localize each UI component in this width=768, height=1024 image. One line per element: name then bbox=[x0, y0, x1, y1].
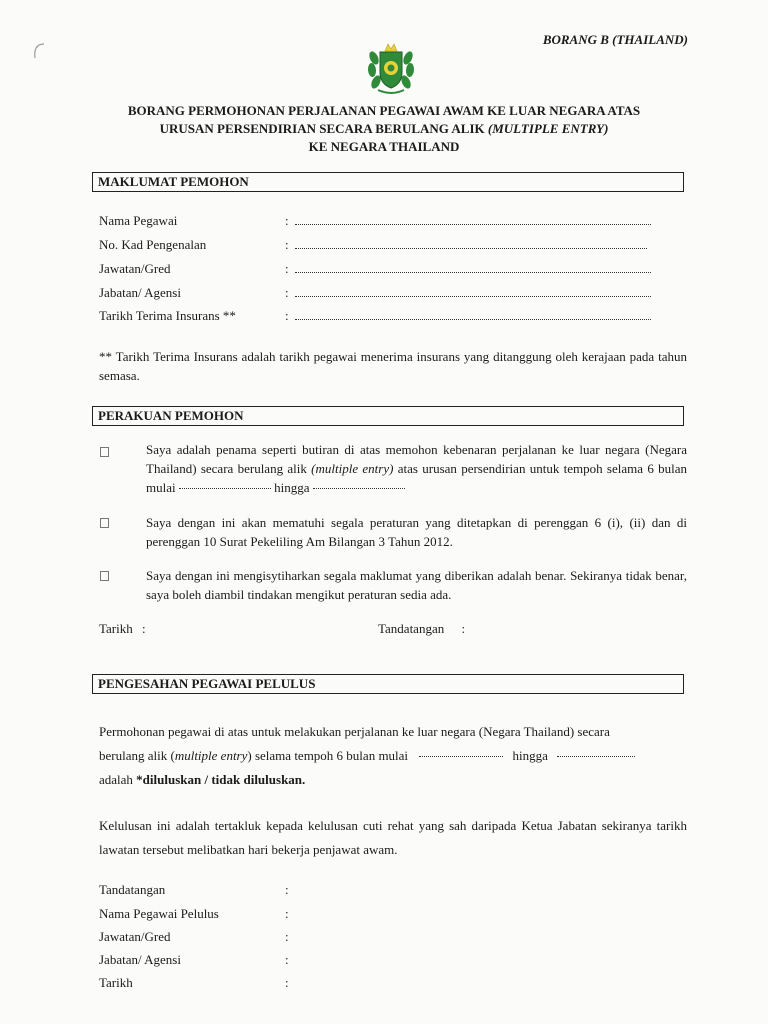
field-label: Tandatangan bbox=[99, 882, 166, 897]
insurance-note: ** Tarikh Terima Insurans adalah tarikh pegawai menerima insurans yang ditanggung oleh kerajaan pada tahun semasa. bbox=[99, 349, 687, 383]
applicant-date-colon: : bbox=[142, 621, 146, 636]
corner-mark bbox=[32, 42, 46, 60]
field-label: Tarikh Terima Insurans ** bbox=[99, 308, 236, 323]
section-heading-pengesahan-pegawai-pelulus: PENGESAHAN PEGAWAI PELULUS bbox=[92, 674, 684, 694]
field-label: Jabatan/ Agensi bbox=[99, 285, 181, 300]
approval-line-2-mid: ) selama tempoh 6 bulan mulai bbox=[247, 748, 409, 763]
title-line-2 bbox=[80, 120, 688, 138]
declaration-1-tail: atas urusan persendirian untuk tempoh selama 6 bulan mulai bbox=[146, 461, 687, 495]
applicant-signature-colon: : bbox=[461, 621, 466, 636]
declaration-1-text: Saya adalah penama seperti butiran di atas memohon kebenaran perjalanan ke luar negara (Negara Thailand) secara berulang alik bbox=[146, 442, 687, 476]
field-colon: : bbox=[285, 308, 289, 323]
approval-line-2 bbox=[99, 744, 687, 768]
field-colon: : bbox=[285, 285, 289, 300]
field-colon: : bbox=[285, 906, 289, 921]
field-colon: : bbox=[285, 929, 289, 944]
field-label: No. Kad Pengenalan bbox=[99, 237, 207, 252]
approval-hingga: hingga bbox=[512, 748, 548, 763]
title-line-2-italic: (MULTIPLE ENTRY) bbox=[487, 121, 609, 136]
approval-line-1: Permohonan pegawai di atas untuk melakukan perjalanan ke luar negara (Negara Thailand) secara bbox=[99, 724, 610, 739]
field-colon: : bbox=[285, 261, 289, 276]
field-label: Jabatan/ Agensi bbox=[99, 952, 181, 967]
government-crest-logo bbox=[366, 38, 416, 96]
fill-in-line[interactable] bbox=[295, 319, 651, 320]
approval-start-date-fill-line[interactable] bbox=[419, 756, 503, 757]
form-title bbox=[80, 102, 688, 156]
applicant-signature-row bbox=[378, 621, 465, 637]
section-heading-maklumat-pemohon: MAKLUMAT PEMOHON bbox=[92, 172, 684, 192]
title-line-2-text: URUSAN PERSENDIRIAN SECARA BERULANG ALIK bbox=[159, 121, 488, 136]
fill-in-line[interactable] bbox=[295, 224, 651, 225]
field-label: Nama Pegawai Pelulus bbox=[99, 906, 219, 921]
approval-line-3 bbox=[99, 768, 687, 792]
leave-condition-paragraph: Kelulusan ini adalah tertakluk kepada kelulusan cuti rehat yang sah daripada Ketua Jabatan sekiranya tarikh lawatan tersebut melibatkan hari bekerja penjawat awam. bbox=[99, 818, 687, 857]
field-colon: : bbox=[285, 237, 289, 252]
declaration-checkbox-2[interactable] bbox=[100, 518, 109, 528]
start-date-fill-line[interactable] bbox=[179, 488, 271, 489]
approval-line-2-italic: multiple entry bbox=[174, 748, 248, 763]
field-label: Nama Pegawai bbox=[99, 213, 178, 228]
field-colon: : bbox=[285, 882, 289, 897]
approval-line-2-prefix: berulang alik ( bbox=[99, 748, 175, 763]
title-line-3: KE NEGARA THAILAND bbox=[308, 139, 460, 154]
declaration-1-hingga: hingga bbox=[274, 480, 310, 495]
approval-paragraph bbox=[99, 720, 687, 792]
field-colon: : bbox=[285, 952, 289, 967]
approval-status-options: *diluluskan / tidak diluluskan. bbox=[136, 772, 306, 787]
applicant-signature-label: Tandatangan bbox=[378, 621, 445, 636]
fill-in-line[interactable] bbox=[295, 272, 651, 273]
section-heading-perakuan-pemohon: PERAKUAN PEMOHON bbox=[92, 406, 684, 426]
field-label: Jawatan/Gred bbox=[99, 261, 171, 276]
declaration-item-1 bbox=[146, 440, 687, 497]
fill-in-line[interactable] bbox=[295, 296, 651, 297]
declaration-item-3: Saya dengan ini mengisytiharkan segala maklumat yang diberikan adalah benar. Sekiranya tidak benar, saya boleh diambil tindakan mengikut peraturan sedia ada. bbox=[146, 568, 687, 602]
end-date-fill-line[interactable] bbox=[313, 488, 405, 489]
declaration-item-2: Saya dengan ini akan mematuhi segala peraturan yang ditetapkan di perenggan 6 (i), (ii) dan di perenggan 10 Surat Pekeliling Am Bilangan 3 Tahun 2012. bbox=[146, 515, 687, 549]
title-line-1: BORANG PERMOHONAN PERJALANAN PEGAWAI AWAM KE LUAR NEGARA ATAS bbox=[127, 103, 641, 118]
applicant-date-row bbox=[99, 621, 146, 637]
applicant-date-label: Tarikh bbox=[99, 621, 133, 636]
declaration-1-italic: (multiple entry) bbox=[311, 461, 394, 476]
declaration-checkbox-1[interactable] bbox=[100, 447, 109, 457]
approval-line-3-prefix: adalah bbox=[99, 772, 137, 787]
field-colon: : bbox=[285, 975, 289, 990]
declaration-checkbox-3[interactable] bbox=[100, 571, 109, 581]
form-code: BORANG B (THAILAND) bbox=[542, 32, 688, 47]
field-label: Tarikh bbox=[99, 975, 133, 990]
field-colon: : bbox=[285, 213, 289, 228]
approval-end-date-fill-line[interactable] bbox=[557, 756, 635, 757]
field-label: Jawatan/Gred bbox=[99, 929, 171, 944]
fill-in-line[interactable] bbox=[295, 248, 647, 249]
